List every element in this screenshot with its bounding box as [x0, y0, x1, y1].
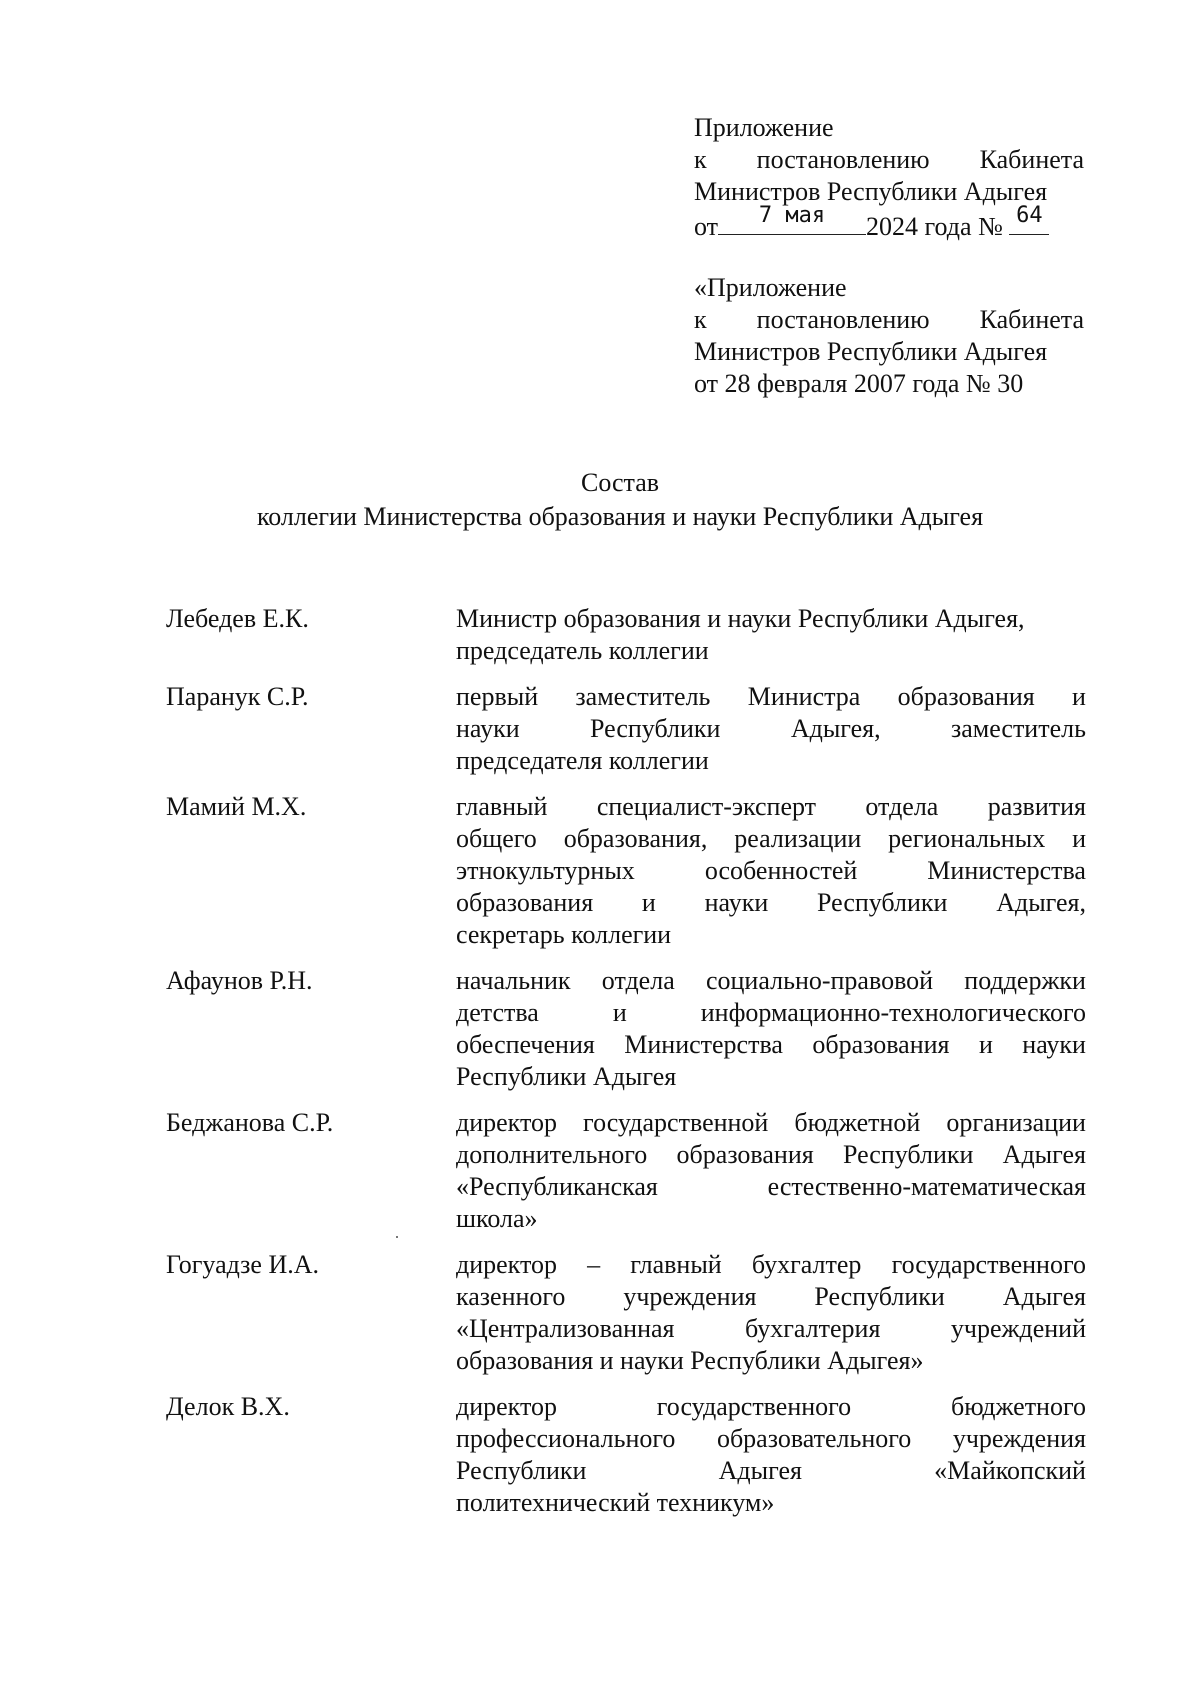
role-line [456, 1249, 1086, 1281]
appendix-word: к [694, 305, 707, 334]
role-word: Министра [747, 682, 861, 711]
role-word: реализации [734, 824, 862, 853]
member-name: Паранук С.Р. [166, 682, 309, 711]
member-role [456, 791, 1086, 951]
appendix-line-ministers: Министров Республики Адыгея [694, 337, 1048, 366]
role-word: школа» [456, 1204, 538, 1233]
role-line [456, 713, 1086, 745]
role-word: образования [676, 1140, 814, 1169]
member-role [456, 1249, 1086, 1377]
role-word: директор [456, 1392, 557, 1421]
role-word: учреждения [952, 1424, 1086, 1453]
role-word: Адыгея [1002, 1282, 1086, 1311]
appendix-word: постановлению [756, 305, 930, 334]
role-word: образовательного [716, 1424, 912, 1453]
role-word: Министерства [927, 856, 1086, 885]
appendix-word: Кабинета [979, 305, 1084, 334]
handwritten-date: 7 мая [758, 203, 826, 228]
role-word: образования [456, 888, 594, 917]
role-word: Республики [590, 714, 721, 743]
appendix-word: постановлению [756, 145, 930, 174]
role-word: социально-правовой [705, 966, 934, 995]
role-line [456, 1203, 1086, 1235]
member-role [456, 681, 1086, 777]
role-word: «Майкопский [934, 1456, 1086, 1485]
role-word: и [1072, 682, 1086, 711]
role-line [456, 1107, 1086, 1139]
role-word: Адыгея, [996, 888, 1086, 917]
member-name: Мамий М.Х. [166, 792, 307, 821]
appendix-line-decree [694, 304, 1084, 336]
member-name: Делок В.Х. [166, 1392, 290, 1421]
role-word: бюджетной [794, 1108, 921, 1137]
role-word: заместитель [950, 714, 1086, 743]
appendix-line-date: от 28 февраля 2007 года № 30 [694, 369, 1024, 398]
from-label: от [694, 212, 719, 241]
role-word: государственного [891, 1250, 1086, 1279]
role-word: директор [456, 1108, 557, 1137]
member-row [166, 1391, 1086, 1519]
role-line [456, 965, 1086, 997]
scan-speck [396, 1236, 398, 1238]
role-line [456, 1171, 1086, 1203]
role-word: государственной [583, 1108, 769, 1137]
role-word: организации [946, 1108, 1086, 1137]
role-word: Адыгея [718, 1456, 802, 1485]
role-word: и [612, 998, 627, 1027]
member-role [456, 1391, 1086, 1519]
role-word: Республики Адыгея [456, 1062, 677, 1091]
role-word: отдела [865, 792, 939, 821]
role-line [456, 1345, 1086, 1377]
role-word: главный [630, 1250, 722, 1279]
role-word: и [641, 888, 656, 917]
role-line [456, 919, 1086, 951]
role-word: образования [812, 1030, 950, 1059]
role-word: бухгалтерия [744, 1314, 881, 1343]
role-line [456, 681, 1086, 713]
appendix-original [694, 272, 1084, 400]
member-name: Лебедев Е.К. [166, 604, 309, 633]
role-word: секретарь коллегии [456, 920, 672, 949]
members-list [166, 603, 1086, 1519]
role-word: учреждений [950, 1314, 1086, 1343]
role-line [456, 791, 1086, 823]
role-word: образования [897, 682, 1035, 711]
role-word: информационно-технологического [700, 998, 1086, 1027]
role-word: Республики [814, 1282, 945, 1311]
number-fill-line [1009, 203, 1049, 235]
role-word: отдела [601, 966, 675, 995]
role-word: региональных [888, 824, 1046, 853]
member-row [166, 1107, 1086, 1235]
role-word: «Централизованная [456, 1314, 675, 1343]
role-word: поддержки [964, 966, 1086, 995]
member-row [166, 791, 1086, 951]
role-line [456, 1029, 1086, 1061]
document-heading [0, 466, 1200, 534]
appendix-word: к [694, 145, 707, 174]
role-word: дополнительного [456, 1140, 648, 1169]
appendix-line-date [694, 203, 1084, 243]
role-line [456, 1487, 1086, 1519]
member-row [166, 965, 1086, 1093]
role-word: бюджетного [950, 1392, 1086, 1421]
role-word: и [978, 1030, 993, 1059]
role-word: науки [1022, 1030, 1086, 1059]
role-word: Адыгея, [790, 714, 881, 743]
role-word: государственного [656, 1392, 852, 1421]
role-word: науки [456, 714, 520, 743]
year-label: 2024 года № [866, 212, 1003, 241]
role-line [456, 887, 1086, 919]
role-word: образования, [563, 824, 708, 853]
role-word: специалист-эксперт [596, 792, 817, 821]
member-row [166, 1249, 1086, 1377]
role-line [456, 1139, 1086, 1171]
role-word: Адыгея [1002, 1140, 1086, 1169]
role-word: Республики [842, 1140, 974, 1169]
role-word: науки [704, 888, 769, 917]
role-word: первый [456, 682, 539, 711]
role-line [456, 1313, 1086, 1345]
role-word: естественно-математическая [767, 1172, 1086, 1201]
heading-line-2: коллегии Министерства образования и науки Республики Адыгея [256, 502, 984, 531]
role-word: – [587, 1250, 601, 1279]
role-line [456, 1061, 1086, 1093]
role-word: Республики [817, 888, 948, 917]
role-word: «Республиканская [456, 1172, 658, 1201]
role-word: заместитель [575, 682, 711, 711]
role-word: особенностей [704, 856, 858, 885]
role-word: учреждения [623, 1282, 757, 1311]
heading-line-1: Состав [580, 468, 660, 497]
role-word: казенного [456, 1282, 566, 1311]
role-line [456, 635, 1086, 667]
appendix-line-ministers: Министров Республики Адыгея [694, 177, 1048, 206]
role-word: Министр образования и науки Республики Адыгея, [456, 604, 1025, 633]
member-name: Гогуадзе И.А. [166, 1250, 320, 1279]
role-word: начальник [456, 966, 571, 995]
role-line [456, 997, 1086, 1029]
member-row [166, 603, 1086, 667]
member-row [166, 681, 1086, 777]
appendix-word: Кабинета [979, 145, 1084, 174]
role-word: Министерства [624, 1030, 783, 1059]
role-line [456, 1391, 1086, 1423]
handwritten-number: 64 [1016, 203, 1043, 228]
role-line [456, 603, 1086, 635]
role-word: образования и науки Республики Адыгея» [456, 1346, 924, 1375]
role-word: обеспечения [456, 1030, 595, 1059]
role-line [456, 745, 1086, 777]
role-line [456, 1423, 1086, 1455]
role-word: и [1072, 824, 1086, 853]
role-word: профессионального [456, 1424, 676, 1453]
member-role [456, 603, 1086, 667]
appendix-title: «Приложение [694, 273, 847, 302]
role-word: детства [456, 998, 539, 1027]
role-word: директор [456, 1250, 557, 1279]
role-line [456, 823, 1086, 855]
role-word: председатель коллегии [456, 636, 709, 665]
member-name: Беджанова С.Р. [166, 1108, 334, 1137]
role-word: председателя коллегии [456, 746, 709, 775]
role-line [456, 1281, 1086, 1313]
role-word: политехнический техникум» [456, 1488, 775, 1517]
appendix-line-decree [694, 144, 1084, 176]
member-role [456, 965, 1086, 1093]
appendix-title: Приложение [694, 113, 834, 142]
role-word: Республики [456, 1456, 587, 1485]
role-word: главный [456, 792, 548, 821]
role-word: общего [456, 824, 537, 853]
role-line [456, 1455, 1086, 1487]
member-role [456, 1107, 1086, 1235]
role-line [456, 855, 1086, 887]
appendix-current [694, 112, 1084, 243]
member-name: Афаунов Р.Н. [166, 966, 313, 995]
role-word: бухгалтер [751, 1250, 862, 1279]
role-word: развития [987, 792, 1086, 821]
role-word: этнокультурных [456, 856, 635, 885]
date-fill-line [718, 203, 866, 235]
